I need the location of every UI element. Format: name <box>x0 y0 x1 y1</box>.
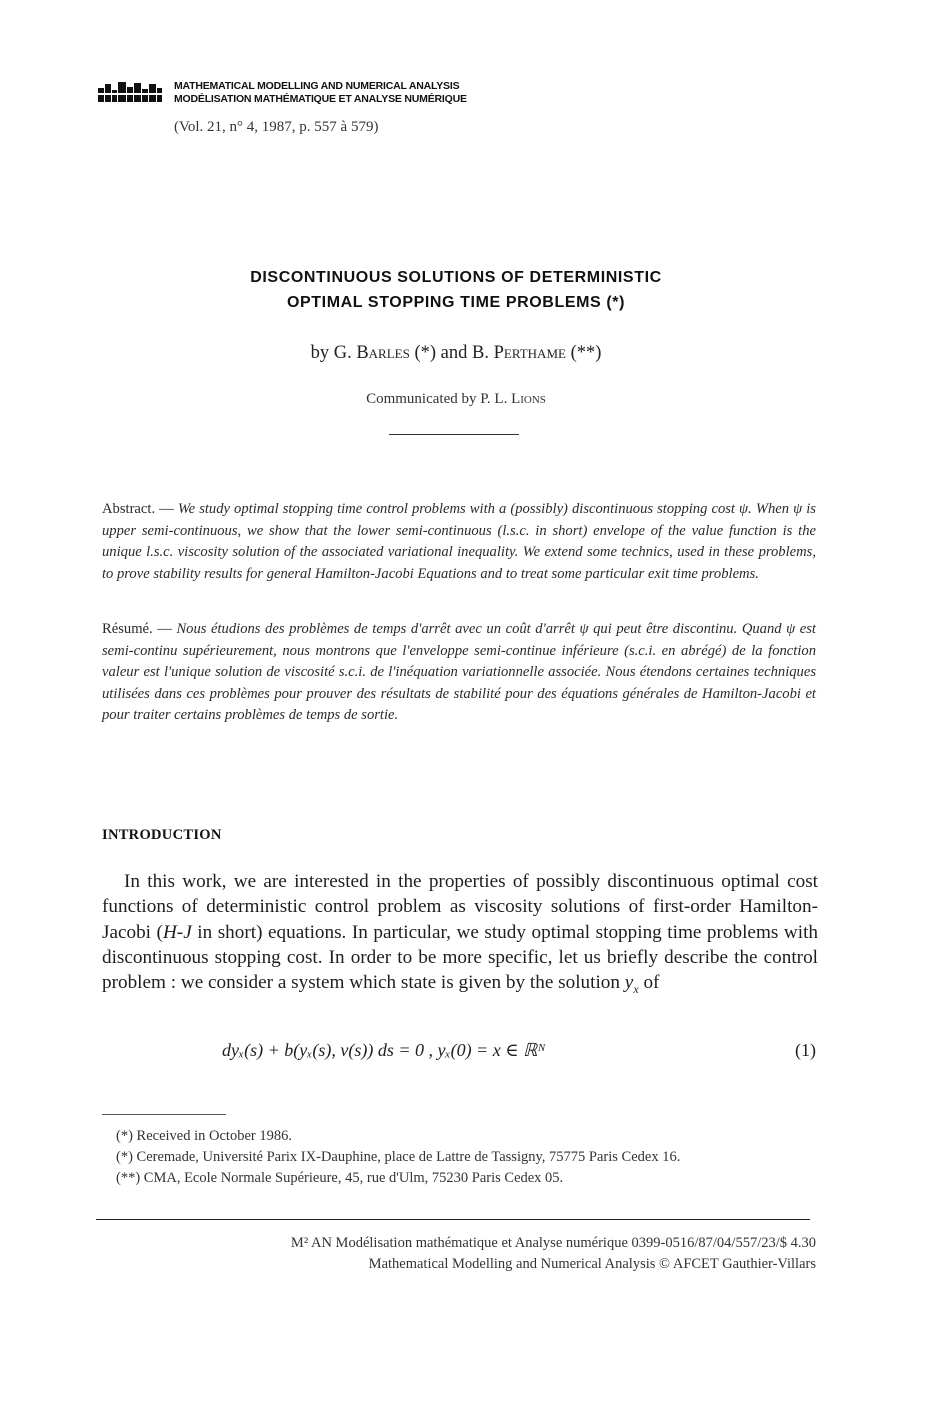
equation-1-body: dyₓ(s) + b(yₓ(s), v(s)) ds = 0 , yₓ(0) = x ∈ ℝᴺ <box>222 1040 546 1060</box>
footer-divider <box>96 1219 810 1220</box>
footnote-1: (*) Received in October 1986. <box>116 1128 292 1144</box>
intro-text-1: In this work, we are interested in the properties of possibly discontinuous optimal cost functions of deterministic control problem as viscosity solutions of first-order Hamilton-Jacobi ( <box>102 871 818 943</box>
communicated-by <box>0 391 912 408</box>
abstract-text: We study optimal stopping time control problems with a (possibly) discontinuous stopping cost ψ. When ψ is upper semi-continuous, we show that the lower semi-continuous (l.s.c. in short) envelope of the value function is the unique l.s.c. viscosity solution of the associated variational inequality. We extend some technics, used in these problems, to prove stability results for general Hamilton-Jacobi Equations and to treat some particular exit time problems. <box>102 501 816 582</box>
authors-line <box>0 343 912 364</box>
equation-1 <box>102 1040 818 1068</box>
author-perthame: Perthame <box>493 343 566 363</box>
introduction-paragraph <box>102 869 818 1002</box>
footer <box>130 1233 816 1275</box>
intro-text-3: of <box>638 972 660 994</box>
abstract-label: Abstract. — <box>102 501 174 517</box>
intro-text-2: in short) equations. In particular, we study optimal stopping time problems with discontinuous stopping cost. In order to be more specific, let us briefly describe the control problem : we consider a system which state is given by the solution <box>102 921 818 994</box>
volume-info: (Vol. 21, n° 4, 1987, p. 557 à 579) <box>174 119 379 135</box>
footnote-2: (*) Ceremade, Université Parix IX-Dauphine, place de Lattre de Tassigny, 75775 Paris Cedex 16. <box>116 1149 681 1165</box>
author-barles: Barles <box>356 343 410 363</box>
intro-yx: y <box>624 972 634 994</box>
introduction-heading: INTRODUCTION <box>102 827 222 843</box>
footnote-3: (**) CMA, Ecole Normale Supérieure, 45, rue d'Ulm, 75230 Paris Cedex 05. <box>116 1170 564 1186</box>
authors-and: and B. <box>440 343 489 363</box>
intro-hj: H-J <box>162 921 192 943</box>
journal-name-fr: MODÉLISATION MATHÉMATIQUE ET ANALYSE NUMÉRIQUE <box>174 93 467 105</box>
authors-by: by G. <box>310 343 352 363</box>
journal-logo-icon <box>98 80 162 102</box>
author-mark-2: (**) <box>570 343 602 363</box>
title-divider <box>389 434 519 435</box>
communicated-prefix: Communicated by P. L. <box>366 391 508 407</box>
resume-text: Nous étudions des problèmes de temps d'arrêt avec un coût d'arrêt ψ qui peut être discontinu. Quand ψ est semi-continu supérieurement, nous montrons que l'enveloppe semi-continue inférieure (s.c.i. en abrégé) de la fonction valeur est l'unique solution de viscosité s.c.i. de l'inéquation variationnelle associée. Nous étendons certaines techniques utilisées dans ces problèmes pour prouver des résultats de stabilité pour des équations générales de Hamilton-Jacobi et pour traiter certains problèmes de temps de sortie. <box>102 621 816 723</box>
footnote-divider <box>102 1114 226 1115</box>
equation-1-number: (1) <box>795 1040 816 1060</box>
author-mark-1: (*) <box>414 343 437 363</box>
abstract <box>102 499 816 585</box>
resume-label: Résumé. — <box>102 621 172 637</box>
intro-yx-sub: x <box>633 982 639 997</box>
footnotes <box>102 1126 816 1189</box>
resume <box>102 619 816 727</box>
communicated-name: Lions <box>511 391 546 407</box>
footer-line-2: Mathematical Modelling and Numerical Analysis © AFCET Gauthier-Villars <box>368 1256 816 1272</box>
footer-line-1: M² AN Modélisation mathématique et Analyse numérique 0399-0516/87/04/557/23/$ 4.30 <box>290 1235 816 1251</box>
paper-title-line-1: DISCONTINUOUS SOLUTIONS OF DETERMINISTIC <box>250 269 662 286</box>
paper-title-line-2: OPTIMAL STOPPING TIME PROBLEMS (*) <box>286 294 626 311</box>
journal-name-en: MATHEMATICAL MODELLING AND NUMERICAL ANALYSIS <box>174 80 460 92</box>
